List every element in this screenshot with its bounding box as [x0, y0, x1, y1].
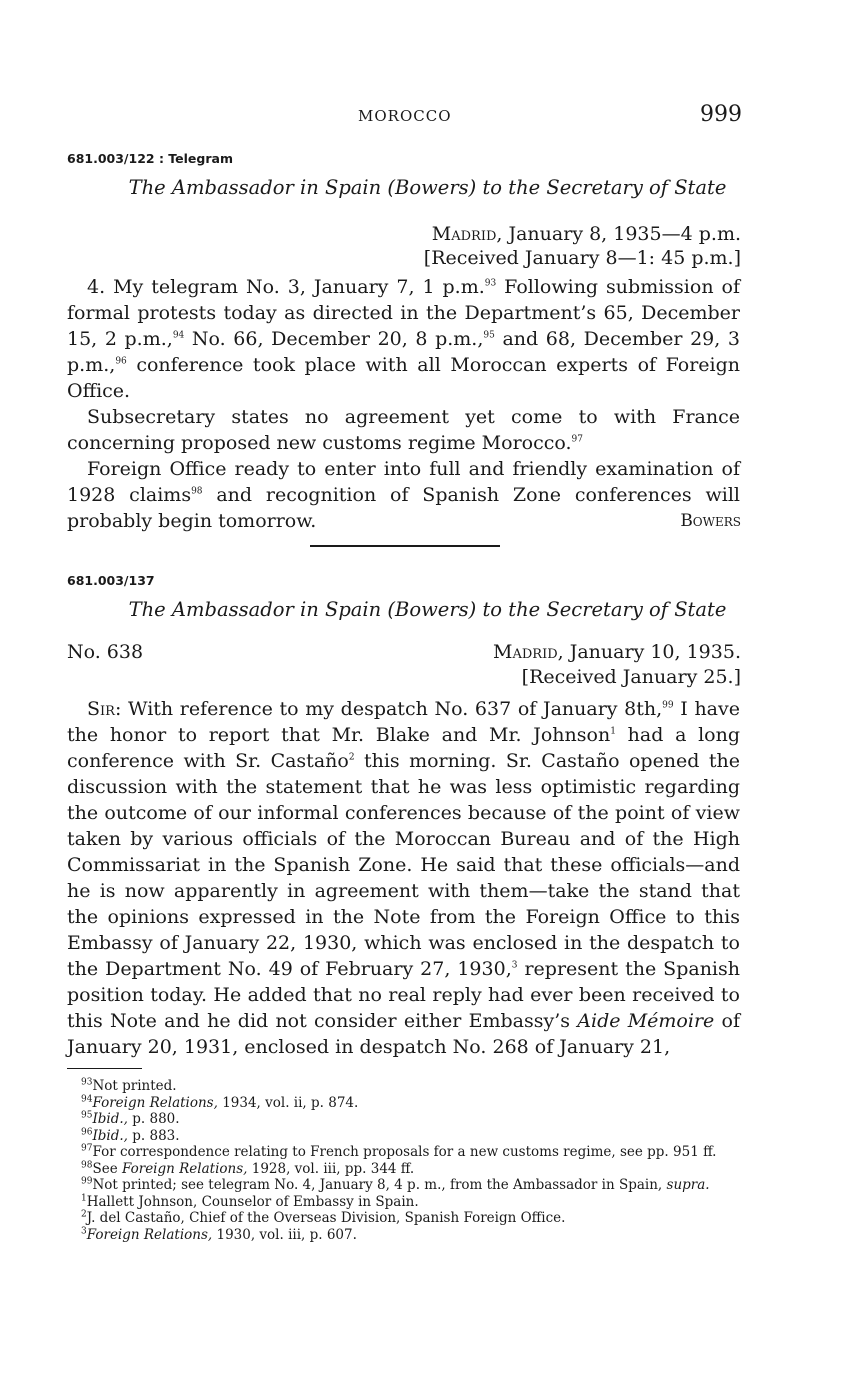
doc1-date: , January 8, 1935—4 p.m. [496, 223, 741, 245]
footnote-95: $^{95}$Ibid., p. 880. [81, 1110, 180, 1127]
doc1-place: Madrid [431, 223, 497, 245]
doc2-received: [Received January 25.] [521, 666, 741, 688]
footnote-ref: 97 [571, 434, 583, 445]
doc2-paragraph-1: Sir: With reference to my despatch No. 637 of January 8th,$^{99}$ I have the honor to report that Mr. Blake and Mr. Johnson$^1$ had a long conference with Sr. Castaño$^2$ this morning. Sr. Castaño opened the discussion with the statement that he was less optimistic regarding the outcome of our informal conferences because of the point of view taken by various officials of the Moroccan Bureau and of the High Commissariat in the Spanish Zone. He said that these officials—and he is now apparently in agreement with them—take the stand that the opinions expressed in the Note from the Foreign Office to this Embassy of January 22, 1930, which was enclosed in the despatch to the Department No. 49 of February 27, 1930,$^3$ represent the Spanish position today. He added that no real reply had ever been received to this Note and he did not consider either Embassy’s Aide Mémoire of January 20, 1931, enclosed in despatch No. 268 of January 21, [67, 698, 741, 1058]
footnote-2: $^2$J. del Castaño, Chief of the Overseas Division, Spanish Foreign Office. [81, 1209, 566, 1226]
doc2-despatch-number: No. 638 [67, 641, 144, 663]
doc1-body [67, 274, 740, 534]
footnote-93: $^{93}$Not printed. [81, 1077, 177, 1094]
doc1-heading: The Ambassador in Spain (Bowers) to the Secretary of State [128, 176, 727, 199]
doc2-body [67, 696, 740, 1060]
footnote-ref: 96 [115, 356, 127, 367]
footnote-ref: 2 [348, 752, 355, 763]
doc2-heading: The Ambassador in Spain (Bowers) to the Secretary of State [128, 598, 727, 621]
footnote-ref: 98 [191, 486, 203, 497]
doc1-paragraph-2: Subsecretary states no agreement yet come to with France concerning proposed new customs regime Morocco.$^{97}$ [67, 406, 740, 454]
footnote-ref: 95 [483, 330, 495, 341]
footnote-97: $^{97}$For correspondence relating to French proposals for a new customs regime, see pp. 951 ff. [81, 1143, 717, 1160]
footnote-96: $^{96}$Ibid., p. 883. [81, 1127, 180, 1144]
doc1-paragraph-3: Foreign Office ready to enter into full and friendly examination of 1928 claims$^{98}$ and recognition of Spanish Zone conferences will probably begin tomorrow. [67, 458, 740, 532]
running-header-title: MOROCCO [358, 107, 452, 125]
doc1-received: [Received January 8—1: 45 p.m.] [423, 247, 741, 269]
footnote-98: $^{98}$See Foreign Relations, 1928, vol. iii, pp. 344 ff. [81, 1160, 415, 1177]
section-divider [310, 545, 500, 547]
doc1-dateline [432, 223, 741, 245]
footnote-94: $^{94}$Foreign Relations, 1934, vol. ii, p. 874. [81, 1094, 359, 1111]
doc1-file-number: 681.003/122 : Telegram [67, 151, 233, 166]
doc1-signature: Bowers [680, 511, 741, 531]
doc2-date: , January 10, 1935. [557, 641, 741, 663]
doc2-salutation: Sir [87, 698, 115, 720]
doc2-italic-term: Aide Mémoire [577, 1010, 715, 1032]
footnote-ref: 3 [511, 960, 518, 971]
footnote-1: $^1$Hallett Johnson, Counselor of Embassy in Spain. [81, 1193, 419, 1210]
page-number: 999 [700, 102, 742, 127]
footnote-99: $^{99}$Not printed; see telegram No. 4, January 8, 4 p. m., from the Ambassador in Spain, supra. [81, 1176, 710, 1193]
footnote-ref: 99 [662, 700, 674, 711]
footnote-ref: 93 [484, 278, 497, 289]
doc2-file-number: 681.003/137 [67, 573, 155, 588]
footnote-rule [67, 1068, 142, 1069]
footnote-ref: 1 [610, 726, 616, 737]
doc1-paragraph-1: 4. My telegram No. 3, January 7, 1 p.m.$^{93}$ Following submission of formal protests today as directed in the Department’s 65, December 15, 2 p.m.,$^{94}$ No. 66, December 20, 8 p.m.,$^{95}$ and 68, December 29, 3 p.m.,$^{96}$ conference took place with all Moroccan experts of Foreign Office. [67, 276, 740, 402]
footnote-3: $^3$Foreign Relations, 1930, vol. iii, p. 607. [81, 1226, 357, 1243]
footnotes [67, 1078, 740, 1243]
footnote-ref: 94 [172, 330, 185, 341]
doc2-dateline [493, 641, 741, 663]
doc2-place: Madrid [493, 641, 558, 663]
